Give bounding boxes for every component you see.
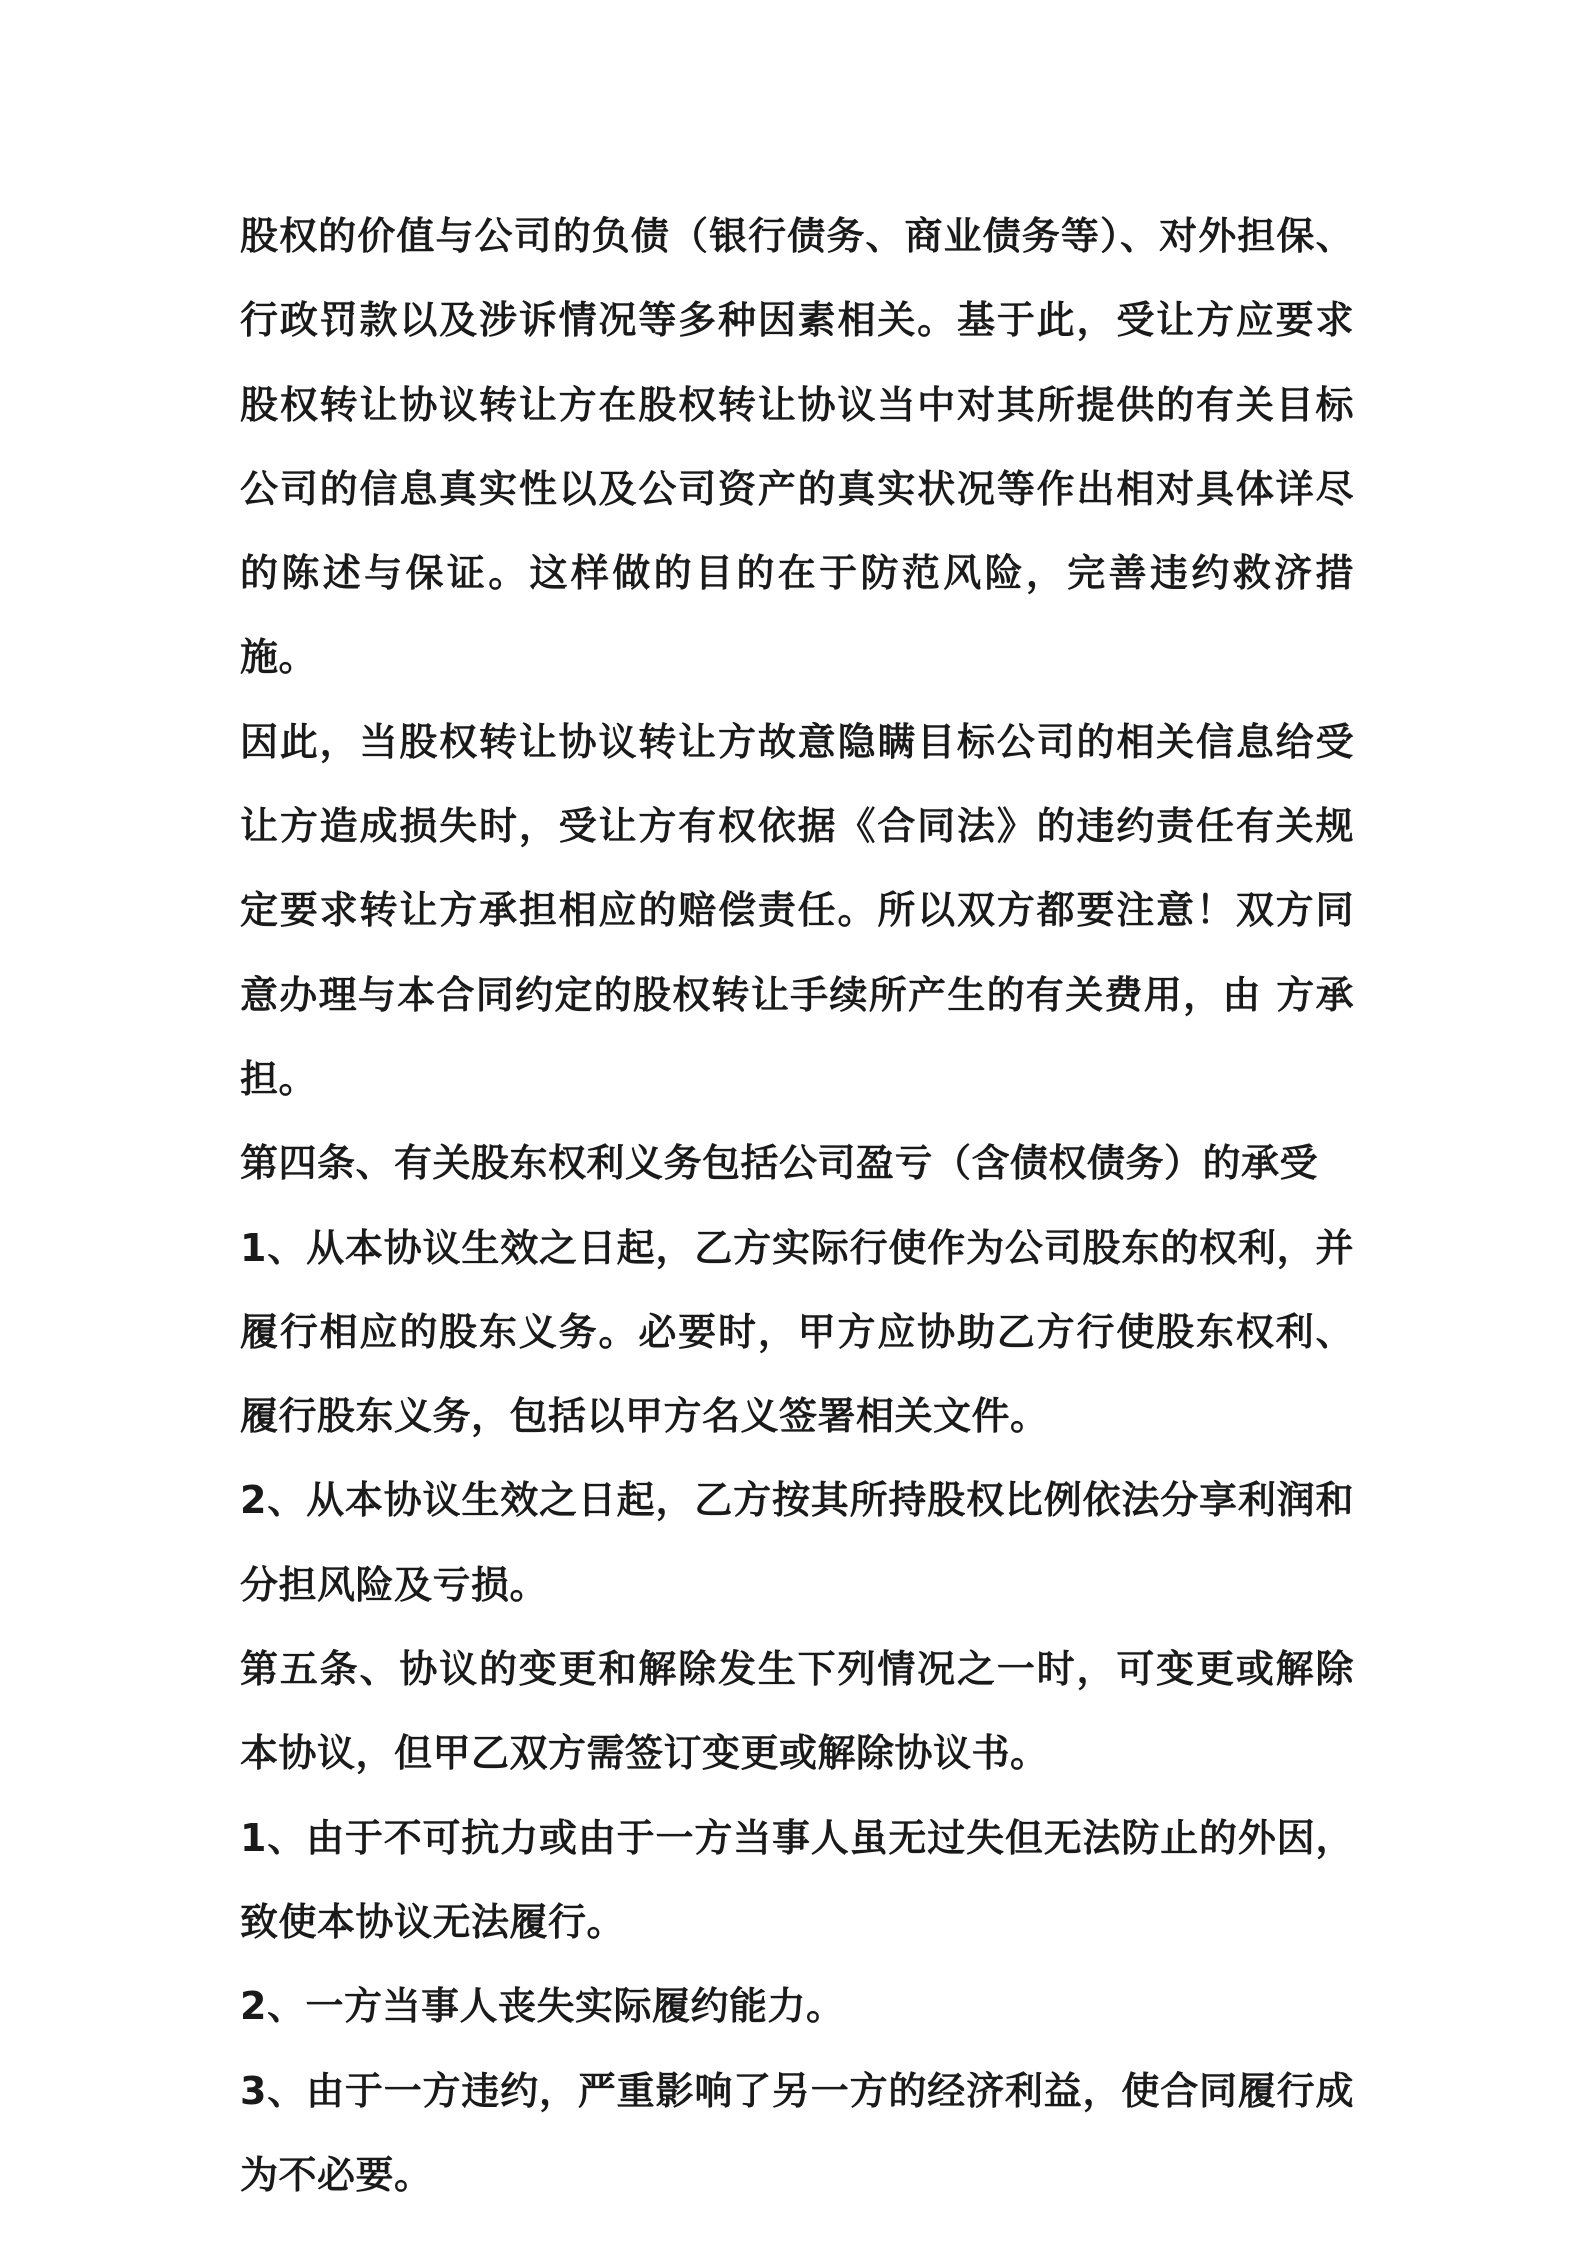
article-5-item-1: 1、由于不可抗力或由于一方当事人虽无过失但无法防止的外因，致使本协议无法履行。 xyxy=(240,1815,1354,1944)
article-5-item-2: 2、一方当事人丧失实际履约能力。 xyxy=(240,1984,845,2029)
article-5-item-3: 3、由于一方违约，严重影响了另一方的经济利益，使合同履行成为不必要。 xyxy=(240,2068,1354,2197)
document-body xyxy=(240,194,1354,2217)
article-4-heading: 第四条、有关股东权利义务包括公司盈亏（含债权债务）的承受 xyxy=(240,1141,1319,1186)
article-4-item-2: 2、从本协议生效之日起，乙方按其所持股权比例依法分享利润和分担风险及亏损。 xyxy=(240,1478,1354,1607)
article-4-item-1: 1、从本协议生效之日起，乙方实际行使作为公司股东的权利，并履行相应的股东义务。必要时，甲方应协助乙方行使股东权利、履行股东义务，包括以甲方名义签署相关文件。 xyxy=(240,1225,1354,1439)
article-5-heading: 第五条、协议的变更和解除发生下列情况之一时，可变更或解除本协议，但甲乙双方需签订变更或解除协议书。 xyxy=(240,1647,1354,1776)
paragraph-concealment-liability: 因此，当股权转让协议转让方故意隐瞒目标公司的相关信息给受让方造成损失时，受让方有权依据《合同法》的违约责任有关规定要求转让方承担相应的赔偿责任。所以双方都要注意！双方同意办理与本合同约定的股权转让手续所产生的有关费用，由 方承担。 xyxy=(240,719,1354,1101)
paragraph-equity-value: 股权的价值与公司的负债（银行债务、商业债务等）、对外担保、行政罚款以及涉诉情况等多种因素相关。基于此，受让方应要求股权转让协议转让方在股权转让协议当中对其所提供的有关目标公司的信息真实性以及公司资产的真实状况等作出相对具体详尽的陈述与保证。这样做的目的在于防范风险，完善违约救济措施。 xyxy=(240,214,1354,680)
